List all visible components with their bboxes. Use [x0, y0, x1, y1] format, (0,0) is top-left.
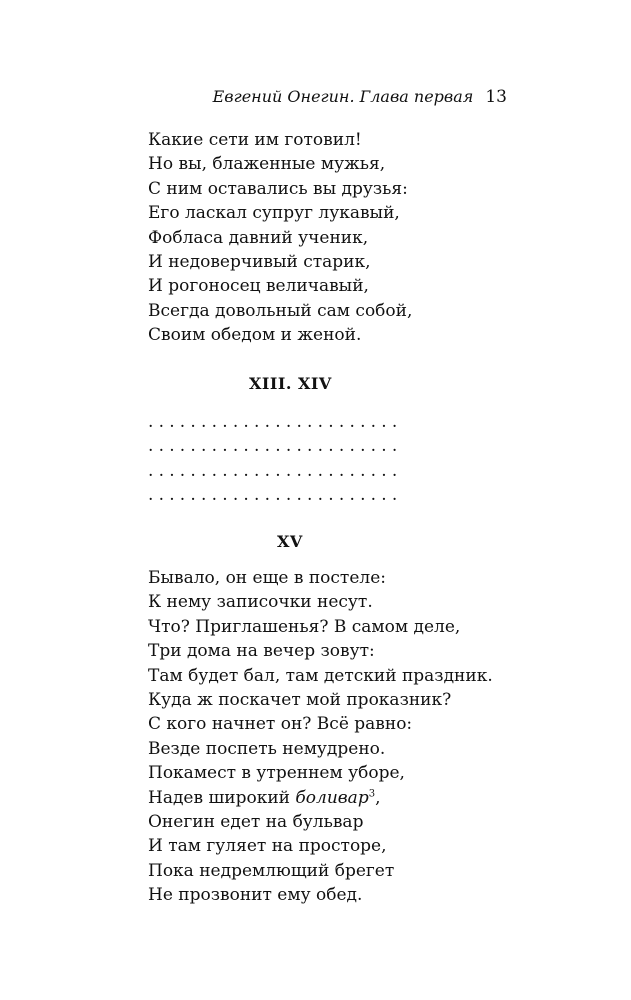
running-title: Евгений Онегин. Глава первая	[212, 87, 474, 106]
dotted-line: ........................	[148, 485, 403, 506]
dotted-line: ........................	[148, 412, 403, 432]
verse-line: Что? Приглашенья? В самом деле,	[148, 616, 461, 637]
verse-line: Три дома на вечер зовут:	[148, 641, 375, 662]
stanza-heading-omitted: XIII. XIV	[249, 374, 332, 393]
omitted-stanza-dots	[148, 410, 403, 508]
verse-line: Всегда довольный сам собой,	[148, 300, 413, 321]
verse-line: Пока недремлющий брегет	[148, 860, 395, 881]
page-number: 13	[485, 87, 507, 107]
verse-line: Онегин едет на бульвар	[148, 811, 364, 832]
verse-line: Там будет бал, там детский праздник.	[148, 665, 493, 686]
verse-line: Его ласкал супруг лукавый,	[148, 203, 400, 224]
italic-word: боливар	[295, 787, 369, 808]
line-suffix: ,	[375, 787, 381, 808]
verse-line-with-footnote	[148, 786, 493, 810]
verse-line: Везде поспеть немудрено.	[148, 738, 386, 759]
verse-line: Своим обедом и женой.	[148, 325, 362, 346]
stanza-heading-xv: XV	[277, 532, 303, 551]
verse-line: С кого начнет он? Всё равно:	[148, 714, 413, 735]
stanza-xv	[148, 566, 493, 907]
verse-line: С ним оставались вы друзья:	[148, 178, 408, 199]
verse-line: Какие сети им готовил!	[148, 130, 362, 150]
verse-line: И там гуляет на просторе,	[148, 836, 387, 857]
verse-line: К нему записочки несут.	[148, 592, 373, 613]
footnote-marker[interactable]: 3	[368, 787, 376, 799]
verse-line: Не прозвонит ему обед.	[148, 885, 363, 906]
verse-line: И рогоносец величавый,	[148, 276, 369, 297]
line-prefix: Надев широкий	[148, 787, 296, 808]
verse-line: Бывало, он еще в постеле:	[148, 568, 386, 588]
stanza-continuation	[148, 128, 412, 348]
running-head	[213, 86, 507, 108]
verse-line: Куда ж поскачет мой проказник?	[148, 689, 452, 710]
dotted-line: ........................	[148, 460, 403, 481]
verse-line: Но вы, блаженные мужья,	[148, 154, 386, 175]
verse-line: И недоверчивый старик,	[148, 251, 371, 272]
dotted-line: ........................	[148, 436, 403, 457]
verse-line: Фобласа давний ученик,	[148, 227, 369, 248]
verse-line: Покамест в утреннем уборе,	[148, 763, 405, 784]
